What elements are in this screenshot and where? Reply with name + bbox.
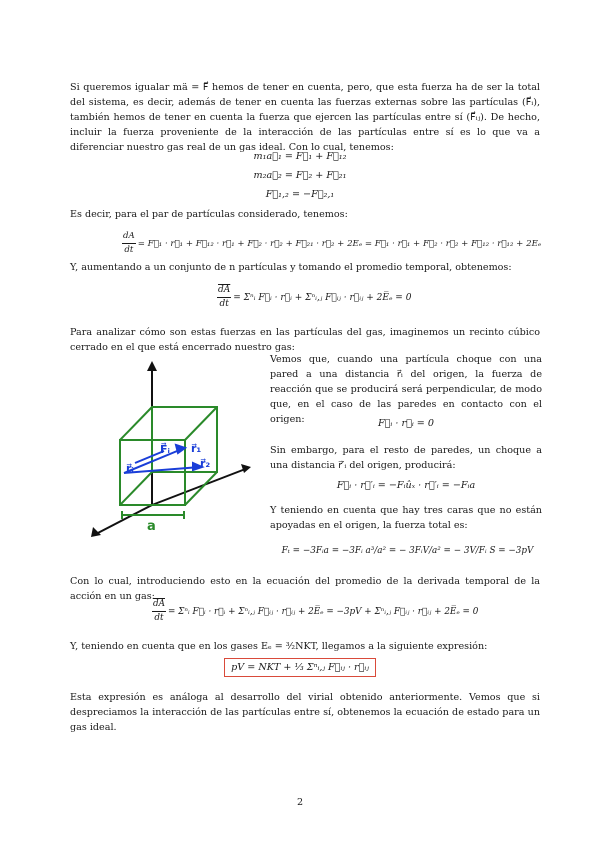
equation-6: F⃗ᵢ · r⃗ᵢ = 0 bbox=[377, 418, 434, 429]
paragraph-4: Para analizar cómo son estas fuerzas en las partículas del gas, imaginemos un recinto cúbico cerrado en el que está encerrado nuestro gas: bbox=[70, 327, 540, 353]
paragraph-7: Y teniendo en cuenta que hay tres caras que no están apoyadas en el origen, la fuerza total es: bbox=[270, 505, 542, 531]
x-axis bbox=[152, 468, 248, 505]
boxed-equation-container bbox=[200, 661, 400, 674]
z-axis-arrowhead bbox=[147, 361, 157, 371]
dimension-label-a: a bbox=[147, 519, 156, 534]
vector-label-r1: F⃗ᵢ bbox=[160, 443, 170, 456]
equation-8: Fₜ = −3Fᵢa = −3Fᵢ a³/a² = − 3FᵢV/a² = − 3V/Fᵢ S = −3pV bbox=[281, 546, 534, 556]
vector-label-r-lower: r⃗ᵢ bbox=[126, 462, 134, 475]
page-number: 2 bbox=[296, 797, 304, 808]
vector-label-r-upper: r⃗₁ bbox=[191, 442, 202, 455]
equation-2: m₂a⃗₂ = F⃗₂ + F⃗₂₁ bbox=[253, 170, 347, 181]
equation-9 bbox=[150, 598, 510, 625]
paragraph-10: Esta expresión es análoga al desarrollo del virial obtenido anteriormente. Vemos que si despreciamos la interacción de las partículas entre sí, obtenemos la ecuación de estado para un gas ideal. bbox=[70, 692, 540, 733]
y-axis bbox=[94, 505, 152, 535]
boxed-equation: pV = NKT + ¹⁄₃ Σⁿᵢ,ⱼ F⃗ᵢⱼ · r⃗ᵢⱼ bbox=[224, 658, 376, 677]
fraction-dA-dt: $\frac{dA}{dt}$ bbox=[123, 231, 135, 255]
equation-5-rhs: = Σⁿᵢ F⃗ᵢ · r⃗ᵢ + Σⁿᵢ,ⱼ F⃗ᵢⱼ · r⃗ᵢⱼ + 2E̅ₑ = 0 bbox=[233, 293, 412, 303]
paragraph-6: Sin embargo, para el resto de paredes, un choque a una distancia r⃗′ᵢ del origen, producirá: bbox=[270, 445, 542, 471]
paragraph-1: Si queremos igualar mä = F⃗ hemos de tener en cuenta, pero, que esta fuerza ha de ser la total del sistema, es decir, además de tener en cuenta las fuerzas externas sobre las partículas (F⃗ᵢ), también hemos de tener en cuenta la fuerza que ejercen las partículas entre sí (F⃗ᵢⱼ). De hecho, incluir la fuerza proveniente de la interacción de las partículas entre sí es lo que va a diferenciar nuestro gas real de un gas ideal. Con lo cual, tenemos: bbox=[70, 82, 540, 153]
paragraph-2: Es decir, para el par de partículas considerado, tenemos: bbox=[70, 209, 348, 220]
fraction-dA-dt-avg-2: $\frac{\overline{dA}}{dt}$ bbox=[153, 599, 165, 623]
equation-3: F⃗₁,₂ = −F⃗₂,₁ bbox=[265, 189, 335, 200]
paragraph-3: Y, aumentando a un conjunto de n partículas y tomando el promedio temporal, obtenemos: bbox=[70, 262, 512, 273]
equation-4 bbox=[120, 230, 542, 257]
paragraph-5: Vemos que, cuando una partícula choque con una pared a una distancia r⃗ᵢ del origen, la fuerza de reacción que se producirá será perpendicular, de modo que, en el caso de las paredes en contacto con el origen: bbox=[270, 354, 542, 425]
vector-label-r2: r⃗₂ bbox=[200, 457, 211, 470]
cube-figure bbox=[80, 355, 265, 540]
cube-outline bbox=[120, 407, 217, 505]
equation-4-rhs: = F⃗₁ · r⃗₁ + F⃗₁₂ · r⃗₁ + F⃗₂ · r⃗₂ + F⃗₂₁ · r⃗₂ + 2Eₑ = F⃗₁ · r⃗₁ + F⃗₂ · r⃗₂ + F⃗₁₂ · r⃗₁₂ + 2Eₑ bbox=[137, 239, 542, 249]
paragraph-8: Con lo cual, introduciendo esto en la ecuación del promedio de la derivada temporal de la acción en un gas: bbox=[70, 576, 540, 602]
x-axis-arrowhead bbox=[241, 464, 251, 473]
paragraph-9: Y, teniendo en cuenta que en los gases Eₑ = ³⁄₂NKT, llegamos a la siguiente expresión: bbox=[70, 641, 488, 652]
equation-1: m₁a⃗₁ = F⃗₁ + F⃗₁₂ bbox=[253, 151, 347, 162]
fraction-dA-dt-avg: $\frac{\overline{dA}}{dt}$ bbox=[218, 285, 231, 309]
equation-5 bbox=[215, 284, 475, 311]
equation-9-rhs: = Σⁿᵢ F⃗ᵢ · r⃗ᵢ + Σⁿᵢ,ⱼ F⃗ᵢⱼ · r⃗ᵢⱼ + 2E̅ₑ = −3pV + Σⁿᵢ,ⱼ F⃗ᵢⱼ · r⃗ᵢⱼ + 2E̅ₑ = 0 bbox=[167, 607, 479, 617]
equation-7: F⃗ᵢ · r⃗′ᵢ = −Fᵢûₓ · r⃗′ᵢ = −Fᵢa bbox=[336, 480, 476, 491]
